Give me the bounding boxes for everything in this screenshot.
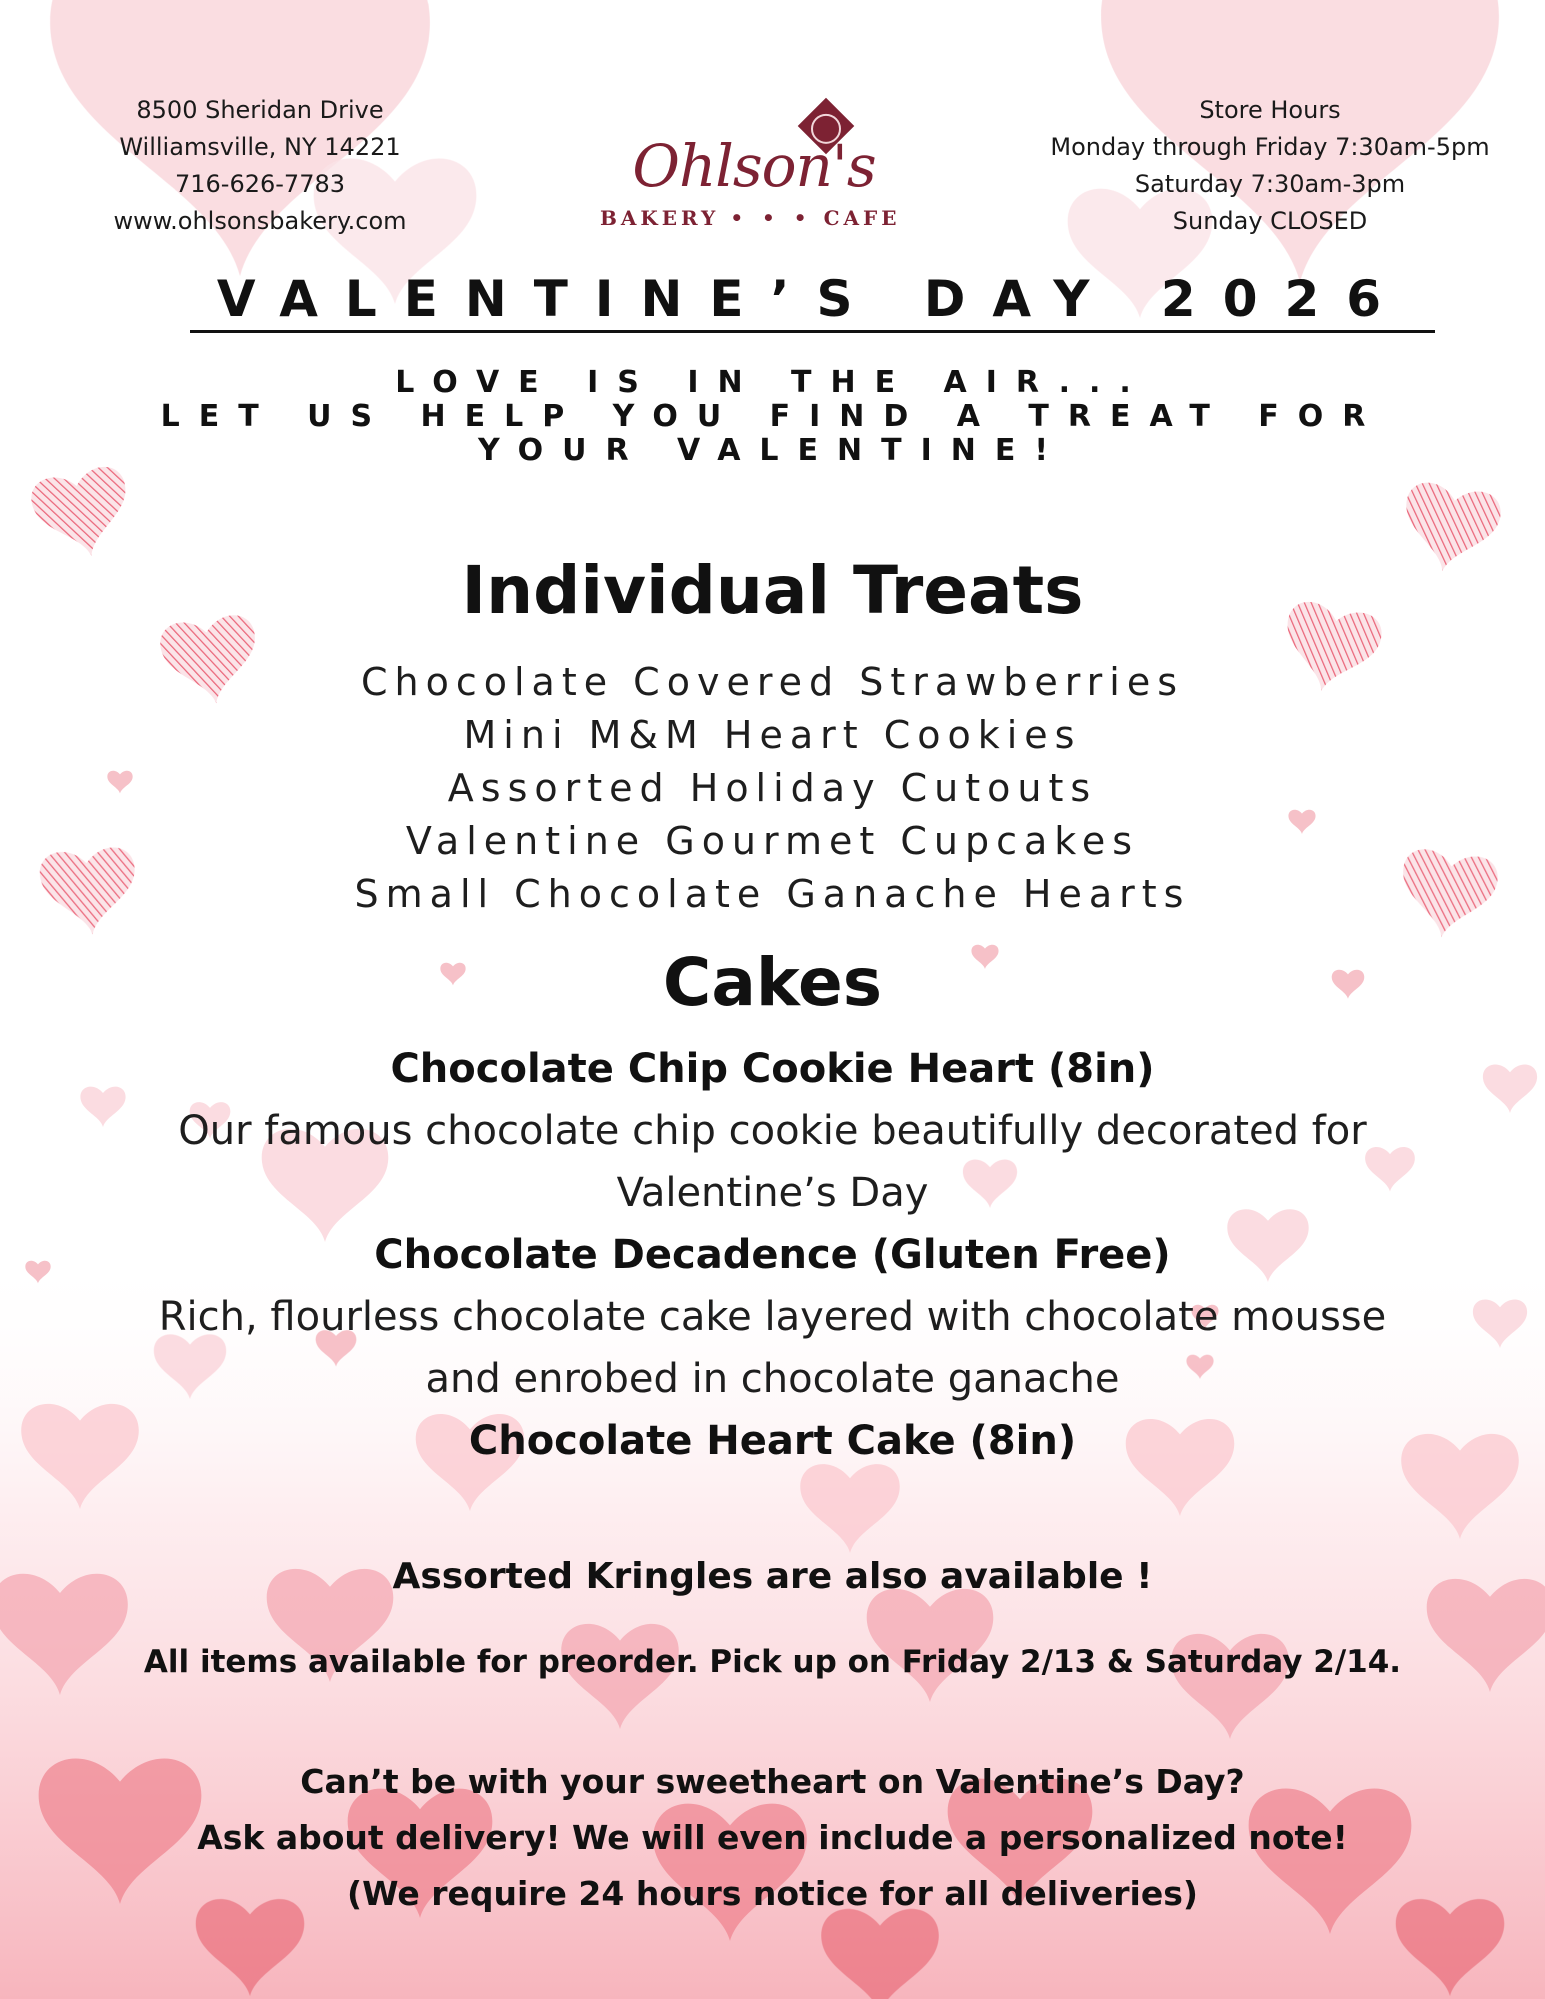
delivery-line-2: Ask about delivery! We will even include a personalized note! (197, 1818, 1348, 1857)
delivery-line-1: Can’t be with your sweetheart on Valentine’s Day? (300, 1762, 1245, 1801)
phone-number: 716-626-7783 (174, 170, 345, 198)
tagline-line-3: YOUR VALENTINE! (477, 433, 1068, 468)
treat-item: Valentine Gourmet Cupcakes (405, 819, 1140, 863)
treats-heading: Individual Treats (461, 552, 1084, 629)
logo-wordmark: Ohlson's (632, 132, 876, 200)
logo-subtitle-left: BAKERY (600, 206, 720, 230)
hours-weekdays: Monday through Friday 7:30am-5pm (1050, 133, 1490, 161)
hours-saturday: Saturday 7:30am-3pm (1134, 170, 1406, 198)
page-title: VALENTINE’S DAY 2026 (190, 270, 1435, 333)
contact-info (80, 92, 440, 240)
address-line-1: 8500 Sheridan Drive (136, 96, 384, 124)
cake-description: and enrobed in chocolate ganache (425, 1356, 1120, 1402)
store-hours (1020, 92, 1520, 240)
delivery-line-3: (We require 24 hours notice for all deliveries) (347, 1874, 1198, 1913)
kringles-note: Assorted Kringles are also available ! (392, 1556, 1153, 1597)
treat-item: Assorted Holiday Cutouts (447, 766, 1098, 810)
treats-list (0, 656, 1545, 921)
cake-description: Our famous chocolate chip cookie beautifully decorated for (178, 1108, 1367, 1154)
tagline (0, 366, 1545, 468)
treat-item: Small Chocolate Ganache Hearts (354, 872, 1191, 916)
bakery-logo (600, 92, 900, 242)
hours-heading: Store Hours (1199, 96, 1341, 124)
logo-subtitle (600, 206, 900, 230)
tagline-line-2: LET US HELP YOU FIND A TREAT FOR (160, 399, 1385, 434)
treat-item: Mini M&M Heart Cookies (463, 713, 1082, 757)
cake-description: Rich, flourless chocolate cake layered with chocolate mousse (158, 1294, 1387, 1340)
logo-subtitle-dots: • • • (730, 206, 813, 230)
address-line-2: Williamsville, NY 14221 (119, 133, 401, 161)
cake-name: Chocolate Decadence (Gluten Free) (374, 1232, 1171, 1278)
hours-sunday: Sunday CLOSED (1172, 207, 1368, 235)
cakes-heading: Cakes (662, 944, 883, 1021)
treat-item: Chocolate Covered Strawberries (360, 660, 1185, 704)
cake-name: Chocolate Heart Cake (8in) (468, 1418, 1077, 1464)
tagline-line-1: LOVE IS IN THE AIR... (395, 365, 1150, 400)
cake-name: Chocolate Chip Cookie Heart (8in) (390, 1046, 1155, 1092)
delivery-note (0, 1754, 1545, 1922)
website-link[interactable]: www.ohlsonsbakery.com (113, 207, 407, 235)
logo-subtitle-right: CAFE (823, 206, 901, 230)
cake-description: Valentine’s Day (616, 1170, 929, 1216)
preorder-note: All items available for preorder. Pick up on Friday 2/13 & Saturday 2/14. (143, 1644, 1402, 1680)
cakes-list (0, 1038, 1545, 1472)
